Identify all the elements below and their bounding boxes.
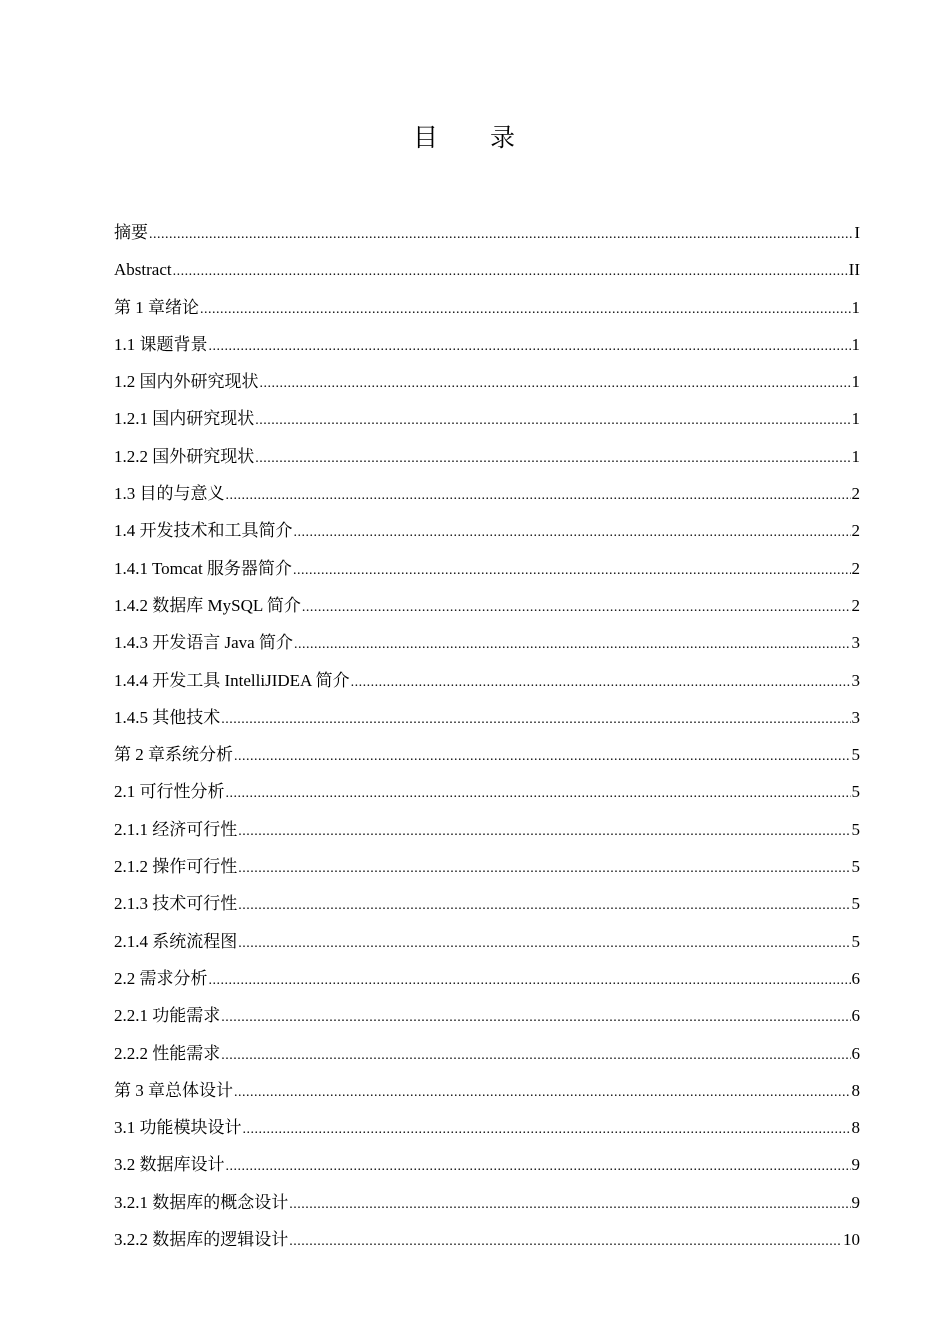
page-title: 目 录 [413,123,537,152]
dot-leader [209,962,851,999]
toc-entry-page-number: 1 [851,334,860,354]
toc-entry[interactable] [114,438,860,475]
dot-leader [238,887,850,924]
toc-entry-label: 1.1 课题背景 [114,334,208,354]
dot-leader [302,589,851,626]
toc-entry-page-number: 9 [851,1192,860,1212]
dot-leader [200,291,851,328]
toc-entry[interactable] [114,512,860,549]
dot-leader [149,216,853,253]
dot-leader [238,813,850,850]
toc-entry[interactable] [114,624,860,661]
toc-entry-label: 2.1.4 系统流程图 [114,931,238,951]
toc-entry-page-number: 5 [851,745,860,765]
toc-entry[interactable] [114,736,860,773]
toc-entry-page-number: 5 [851,857,860,877]
dot-leader [221,1037,850,1074]
toc-entry-page-number: 8 [851,1080,860,1100]
toc-entry[interactable] [114,997,860,1034]
dot-leader [293,552,851,589]
toc-entry-label: 2.1.3 技术可行性 [114,894,238,914]
toc-entry-label: 摘要 [114,223,148,242]
toc-entry-page-number: 2 [851,521,860,541]
table-of-contents [114,214,860,1258]
dot-leader [255,440,850,477]
dot-leader [294,514,851,551]
dot-leader [234,738,851,775]
dot-leader [289,1186,850,1223]
toc-entry[interactable] [114,1035,860,1072]
toc-entry[interactable] [114,400,860,437]
toc-entry-label: 2.2.1 功能需求 [114,1006,221,1026]
dot-leader [221,701,850,738]
toc-entry-page-number: 5 [851,782,860,802]
toc-entry-label: 1.4.3 开发语言 Java 简介 [114,633,293,653]
dot-leader [294,626,851,663]
toc-entry-page-number: 1 [851,409,860,429]
toc-entry-label: 第 2 章系统分析 [114,745,233,765]
dot-leader [289,1223,842,1260]
toc-entry-page-number: 1 [851,372,860,392]
toc-entry-page-number: I [854,223,860,242]
dot-leader [226,775,851,812]
toc-entry-label: 3.1 功能模块设计 [114,1118,242,1138]
toc-entry[interactable] [114,885,860,922]
toc-entry-page-number: 8 [851,1118,860,1138]
toc-entry[interactable] [114,550,860,587]
dot-leader [209,328,851,365]
toc-entry-page-number: 6 [851,968,860,988]
toc-entry[interactable] [114,326,860,363]
toc-entry-label: 3.2 数据库设计 [114,1155,225,1175]
toc-entry[interactable] [114,699,860,736]
toc-entry[interactable] [114,848,860,885]
toc-entry-label: 1.4.1 Tomcat 服务器简介 [114,558,292,578]
toc-entry-page-number: 1 [851,446,860,466]
toc-entry-page-number: 9 [851,1155,860,1175]
toc-entry[interactable] [114,811,860,848]
toc-entry-page-number: 2 [851,484,860,504]
toc-entry-page-number: 5 [851,894,860,914]
toc-entry-page-number: 1 [851,297,860,317]
dot-leader [226,477,851,514]
toc-entry-page-number: 3 [851,707,860,727]
toc-entry-label: 1.4.5 其他技术 [114,707,221,727]
toc-entry[interactable] [114,1184,860,1221]
toc-entry-label: 2.2.2 性能需求 [114,1043,221,1063]
toc-entry[interactable] [114,475,860,512]
toc-entry-label: 1.4.4 开发工具 IntelliJIDEA 简介 [114,670,350,690]
toc-entry-label: 1.2.1 国内研究现状 [114,409,255,429]
toc-entry[interactable] [114,363,860,400]
toc-entry-page-number: 3 [851,633,860,653]
toc-entry-label: 3.2.2 数据库的逻辑设计 [114,1230,289,1250]
toc-entry-page-number: 3 [851,670,860,690]
dot-leader [255,402,850,439]
dot-leader [221,999,850,1036]
toc-entry[interactable] [114,587,860,624]
toc-entry-page-number: 2 [851,595,860,615]
toc-entry-label: 2.1 可行性分析 [114,782,225,802]
toc-entry-label: 2.1.2 操作可行性 [114,857,238,877]
toc-entry-label: 第 1 章绪论 [114,297,199,317]
toc-entry-page-number: 2 [851,558,860,578]
toc-entry[interactable] [114,773,860,810]
dot-leader [226,1148,851,1185]
toc-entry-page-number: 5 [851,819,860,839]
dot-leader [238,925,850,962]
toc-entry-label: 1.2.2 国外研究现状 [114,446,255,466]
toc-entry[interactable] [114,1146,860,1183]
toc-entry-page-number: 6 [851,1006,860,1026]
toc-entry-label: 2.2 需求分析 [114,968,208,988]
dot-leader [243,1111,851,1148]
toc-entry-label: Abstract [114,260,172,280]
toc-entry-label: 1.3 目的与意义 [114,484,225,504]
toc-entry-label: 1.4 开发技术和工具简介 [114,521,293,541]
toc-entry-label: 第 3 章总体设计 [114,1080,233,1100]
toc-entry[interactable] [114,289,860,326]
dot-leader [238,850,850,887]
toc-entry-page-number: 5 [851,931,860,951]
toc-entry[interactable] [114,214,860,251]
toc-entry[interactable] [114,960,860,997]
dot-leader [351,664,851,701]
toc-entry[interactable] [114,923,860,960]
toc-entry-label: 2.1.1 经济可行性 [114,819,238,839]
toc-entry-page-number: II [848,260,860,280]
toc-entry-label: 1.4.2 数据库 MySQL 简介 [114,595,301,615]
toc-entry-page-number: 10 [843,1230,860,1250]
toc-entry-label: 1.2 国内外研究现状 [114,372,259,392]
dot-leader [173,253,848,290]
toc-entry[interactable] [114,251,860,288]
toc-entry-label: 3.2.1 数据库的概念设计 [114,1192,289,1212]
toc-entry[interactable] [114,662,860,699]
toc-entry-page-number: 6 [851,1043,860,1063]
dot-leader [260,365,851,402]
toc-entry[interactable] [114,1072,860,1109]
toc-entry[interactable] [114,1109,860,1146]
dot-leader [234,1074,851,1111]
toc-entry[interactable] [114,1221,860,1258]
